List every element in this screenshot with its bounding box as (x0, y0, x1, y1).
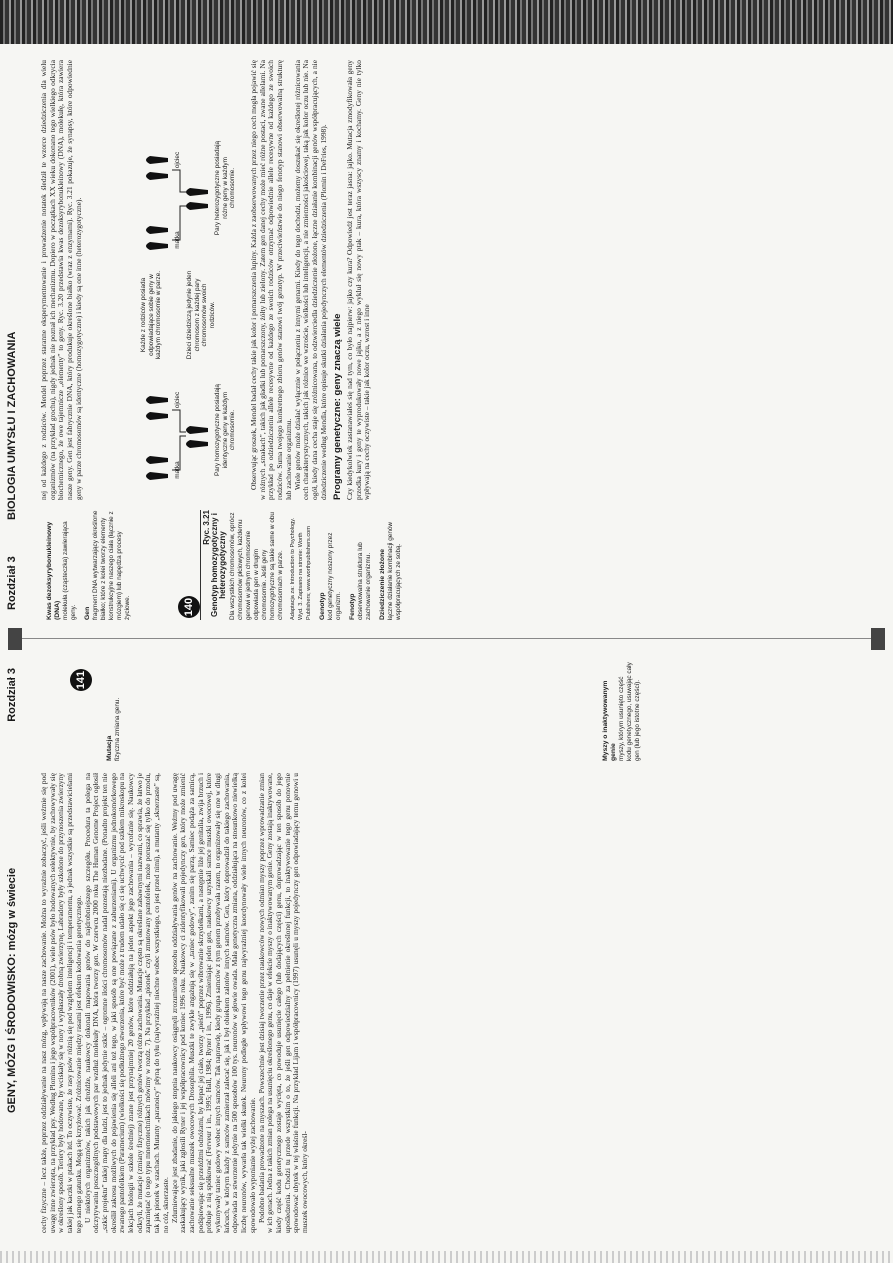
glossary-definition: fragment DNA wytwarzający określone białko; które z kolei tworzy elementy konstrukcyjne naszego ciała (łącznie z mózgiem) lub napędza procesy życiowe. (92, 510, 131, 620)
page-140 (0, 44, 893, 628)
heterozygous-note: Pary heterozygotyczne posiadają różne geny w każdym chromosomie. (214, 140, 236, 236)
figure-title: Genotyp homozygotyczny i heterozygotyczny (210, 513, 227, 618)
paragraph: U niektórych organizmów, takich jak drożdże, naukowcy dokonali mapowania genów do najdrobniejszego szczegółu. Procedura ta polega na odczytywaniu poszczególnych podstawowych par wzdłuż molekuły DNA, która tworzy gen. W czerwcu 2000 roku The Human Genome Project ogłosił „szkic projektu” takiej mapy dla ludzi, jest to jednak jedynie szkic – ogromne ilości chromosomów nadal pozostają niezbadane. (Ponadto projekt ten nie określił zakresu możliwych do pojawienia się alleli ani też tego, w jaki sposób są one powiązane z zaburzeniami). U organizmu jednokomórkowego zwanego pantofelkiem (Paramecium) (wielkości się podłużnego stworzenia, które być może z trudem udało się ci się uchwycić pod szkłem mikroskopu na lekcjach biologii w szkole średniej) znane jest przynajmniej 20 genów, które oddziałują na jeden aspekt jego zachowania – wycofanie się. Naukowcy odkryli, że mutacje (zmiany fizyczne) różnych genów tworzą różne zachowania. Mutacje często są określane zabawnymi nazwami, co sprawia, że łatwo je zapamiętać (o tego typu mnemotechnikach mówimy w rozdz. 7). Na przykład „pionek” czyli zmutowany pantofelek, może poruszać się tylko do przodu, tak jak pionek w szachach. Mutanty „paranoicy” płyną do tyłu (najwyraźniej niechne wobec wszystkiego, co jest przed nimi), a mutanty „sknerzaste” są, no cóż, sknerzaste. (82, 773, 170, 1233)
margin-glossary (100, 661, 646, 761)
running-header (6, 62, 26, 610)
scan-edge-top (0, 0, 893, 44)
paragraph: Obserwując groszek, Mendel badał cechy takie jak kolor i pomarszczenia lupiny. Każda z zaobserwowanych przez niego cech mogła pojawić się w różnych „smakach”, takich jak gładki lub pomarszczony, żółty lub zielony. Zatem gen danej cechy może mieć różne postaci, zwane allelami. Na przykład po odziedziczeniu allele recesywne od każdego ze swoich rodziców otrzymać odpowiednie allele recesywne od każdego ze swoich rodziców. Suma twojego konkretnego zbioru genów stanowi twój genotyp. W przeciwieństwie do niego fenotyp stanowi obserwowalną strukturę lub zachowanie organizmu. (249, 60, 293, 500)
paragraph: Wiele genów może działać wyłącznie w połączeniu z innymi genami. Kiedy do tego dochodzi, możemy doszukać się określonej różnicowania cech charakterystycznych, takich jak różnice we wzroście, wielkości lub inteligencji, a nie zmienności jakościowej, taką jak kolor oczu lub nie. Na ogół, kiedy dana cecha staje się zróżnicowana, to odzwierciedla dziedziczenie złożone, łączne działanie kombinacji genów współpracujących, a nie dziedziczenie według Mendla, które opisuje skutki działania pojedynczych elementów dziedziczenia (Plomin i DeFries, 1998). (292, 60, 328, 500)
glossary-definition: fizyczna zmiana genu. (114, 697, 121, 761)
book-gutter (0, 628, 893, 650)
homozygous-note: Pary homozygotyczne posiadają identyczne geny w każdym chromosomie. (214, 384, 236, 477)
paragraph: cechy fizyczne – lecz także, poprzez oddziaływanie na nasz mózg, wpływają na nasze zachowanie. Można to wyraźnie zobaczyć, jeśli weźmie się pod uwagę inne zwierzęta, na przykład psy. Według Plomina i jego współpracowników (2001), wiele psów było hodowanych selektywnie, by zachowywały się w określony sposób. Teriery były hodowane, by wciskały się w nory i wypłaszały drobną zwierzynę, Labradory były szkolone do przynoszenia zwierzyny takiej jak kaczki w ptakach itd. To oczywiste, że rasy psów różnią się pod względem inteligencji i temperamentu, a jednak wszystkie są przedstawicielami tego samego gatunku. Mogą się krzyżować. Zróżnicowanie między rasami jest efektem kodowania genetycznego. (39, 773, 83, 1233)
page-141 (0, 650, 893, 1251)
figure-source: Adaptacja za: Introduction to Psychology. Wyd. 3. Zapisano na stronie: Worth Publishers; www.worthpublishers.com (290, 517, 312, 620)
father-label: ojciec (174, 151, 181, 169)
page-number: 141 (70, 669, 92, 691)
gutter-clip-left (8, 628, 22, 650)
scan-edge-bottom (0, 1251, 893, 1263)
glossary-definition: kod genetyczny noszony przez organizm. (327, 532, 342, 620)
glossary-term: Myszy o inaktywowanym genie (602, 680, 617, 761)
running-header (6, 668, 26, 1233)
glossary-term: Fenotyp (349, 593, 356, 620)
glossary-definition: molekuła (cząsteczka) zawierająca geny. (62, 521, 77, 620)
figure-caption-text: Dla wszystkich chromosomów, oprócz chromosomów płciowych, każdemu genowi w jednym chromosomie odpowiada gen w drugim chromosomie. Jeśli geny homozygotyczne są takie same w obu chromosomach w parze. (229, 512, 284, 620)
father-label: ojciec (174, 391, 181, 409)
gutter-line (10, 638, 883, 639)
mother-label: matka (174, 231, 181, 249)
chromosome-figure (130, 80, 240, 500)
chapter-label: Rozdział 3 (6, 668, 18, 722)
figure-caption (200, 510, 407, 620)
main-text (250, 60, 372, 500)
paragraph: Czy kiedykolwiek zastanawiałeś się nad tym, co było najpierw: jajko czy kura? Odpowiedź jest teraz jasna: jajko. Mutacja zmodyfikowała geny przodka kury i geny te wyprodukowały nowe jajko, a z niego wykluł się nowy ptak – kura, która wszyscy znamy i kochamy. Geny nie tylko wpływają na cechy oczywiste – takie jak kolor oczu, wzrost i inne (345, 60, 372, 500)
mother-label: matka (174, 461, 181, 479)
figure-number: Ryc. 3.21 (202, 510, 211, 545)
running-title: GENY, MÓZG I ŚRODOWISKO: mózg w świecie (6, 867, 18, 1113)
running-title: BIOLOGIA UMYSŁU I ZACHOWANIA (6, 331, 18, 520)
glossary-term: Gen (84, 606, 91, 620)
main-text (40, 773, 310, 1233)
margin-glossary (40, 510, 180, 620)
paragraph: Zdumiewające jest zbadanie, do jakiego stopnia naukowcy osiągnęli zrozumienie sposobu oddziaływania genów na zachowanie. Weźmy pod uwagę zaskakujący wynik, jaki zgłosili Ryner i jej współpracownicy pod koniec 1996 roku. Naukowcy ci zidentyfikowali pojedynczy gen, który może zmienić zachowanie seksualne muszek owocowych Drosophila. Muszki te zwykle angażują się w „taniec godowy”, zanim się parzą. Samiec podąża za samicą, podśpiewując się przeźdźmi odnóżami, by klepać jej ciało, tworzy „pieśń” poprzez wibrowanie skrzydełkami, a następnie liże jej genitalia, zwija brzuch i próbuje z nią spółkować (Ferveur i in., 1995; Hall, 1984; Ryner i in., 1996). Zmieniając jeden gen, naukowcy uzyskali samce muszki owocowej, które wykonywały taniec godowy wobec innych samców. Tak naprawdę, kiedy grupa samców z tym genem przebywała razem, to organizowały się one w długi łańcuch, w którym każdy z samców zamierzał zalecać się, jak i był obiektem zalotów innych samców. Gen, który doprowadził do takiego zachowania, odpowiada za stworzenie jedynie na 500 sposobów 100 tys. neuronów w głowie owada. Mała genetyczna zmiana, oddziałująca na stosunkowo niewielką liczbę neuronów, wywarła tak wielki skutek. Neurony podległe wpływowi tego genu najwyraźniej koordynowały wiele innych neuronów, co z kolei spowodowało wyponianie wyżej zachowanie. (169, 773, 257, 1233)
glossary-term: Kwas dezoksyrybonukleinowy (DNA) (46, 521, 61, 620)
glossary-term: Mutacja (106, 735, 113, 761)
glossary-term: Dziedziczenie złożone (379, 548, 386, 620)
glossary-term: Genotyp (319, 592, 326, 620)
page-number: 140 (178, 596, 200, 618)
parents-note: Każde z rodziców posiada odpowiadające sobie geny w każdym chromosomie w parze. (140, 270, 162, 360)
paragraph: Podobne badania prowadzone na myszach. Powszechnie jest dzisiaj tworzenie przez naukowców nowych odmian myszy poprzez wprowadzanie zmian w ich genach. Jedna z takich zmian polega na usunięciu określonego genu, co daje w efekcie myszy o inaktywowanym genie. Geny zostają inaktywowane, kiedy część kodu genetycznego zostaje wycięta, co powoduje usunięcie całego (lub dodających części) genu, doprowadzając w ten sposób do jego upośledzenia. Chodzi tu przede wszystkim o to, że jeśli gen odpowiedzialny za pełnienie określonej funkcji, to inaktywowanie tego genu ponownie spowodować ubytek w tej właśnie funkcji. Na przykład Lijam i współpracownicy (1997) usunęli u myszy pojedynczy gen odpowiadający temu genowi u muszek owocowych, który określ- (256, 773, 310, 1233)
intro-text: nej od każdego z rodziców. Mendel poprzez staranne eksperymentowanie i prowadzenie notatek śledził te wzorce dziedziczenia dla wielu organizmów (na przykład grochu), nigdy jednak nie poznał ich mechanizmu. Dopiero w początkach XX wieku dokonano tego wielkiego odkrycia biochemicznego, że owe tajemnicze „elementy” to geny. Ryc. 3.20 przedstawia kwas dezoksyrybonukleinowy (DNA), molekułę, która zawiera nasze geny. Gen jest fabrycznie DNA, który produkuje określone białko (wraz z enzymami). Ryc. 3.21 pokazuje, że synapsy, które odpowiednie geny w parze chromosomów są identyczne (homozygotyczne) i kiedy są one inne (heterozygotyczne). (39, 60, 83, 500)
intro-paragraph (40, 60, 84, 500)
glossary-definition: łączne działanie kombinacji genów współpracujących ze sobą. (387, 521, 402, 620)
chapter-label: Rozdział 3 (6, 556, 18, 610)
section-heading: Programy genetyczne: geny znaczą wiele (332, 313, 344, 500)
gutter-clip-right (871, 628, 885, 650)
children-note: Dzieci dziedziczą jedynie jeden chromosom z każdej pary chromosomów swoich rodziców. (186, 270, 216, 360)
glossary-definition: obserwowalna struktura lub zachowanie organizmu. (357, 542, 372, 620)
glossary-definition: myszy, którym usunięto część kodu genetycznego, usuwając cały gen (lub jego istotne części). (618, 662, 641, 761)
